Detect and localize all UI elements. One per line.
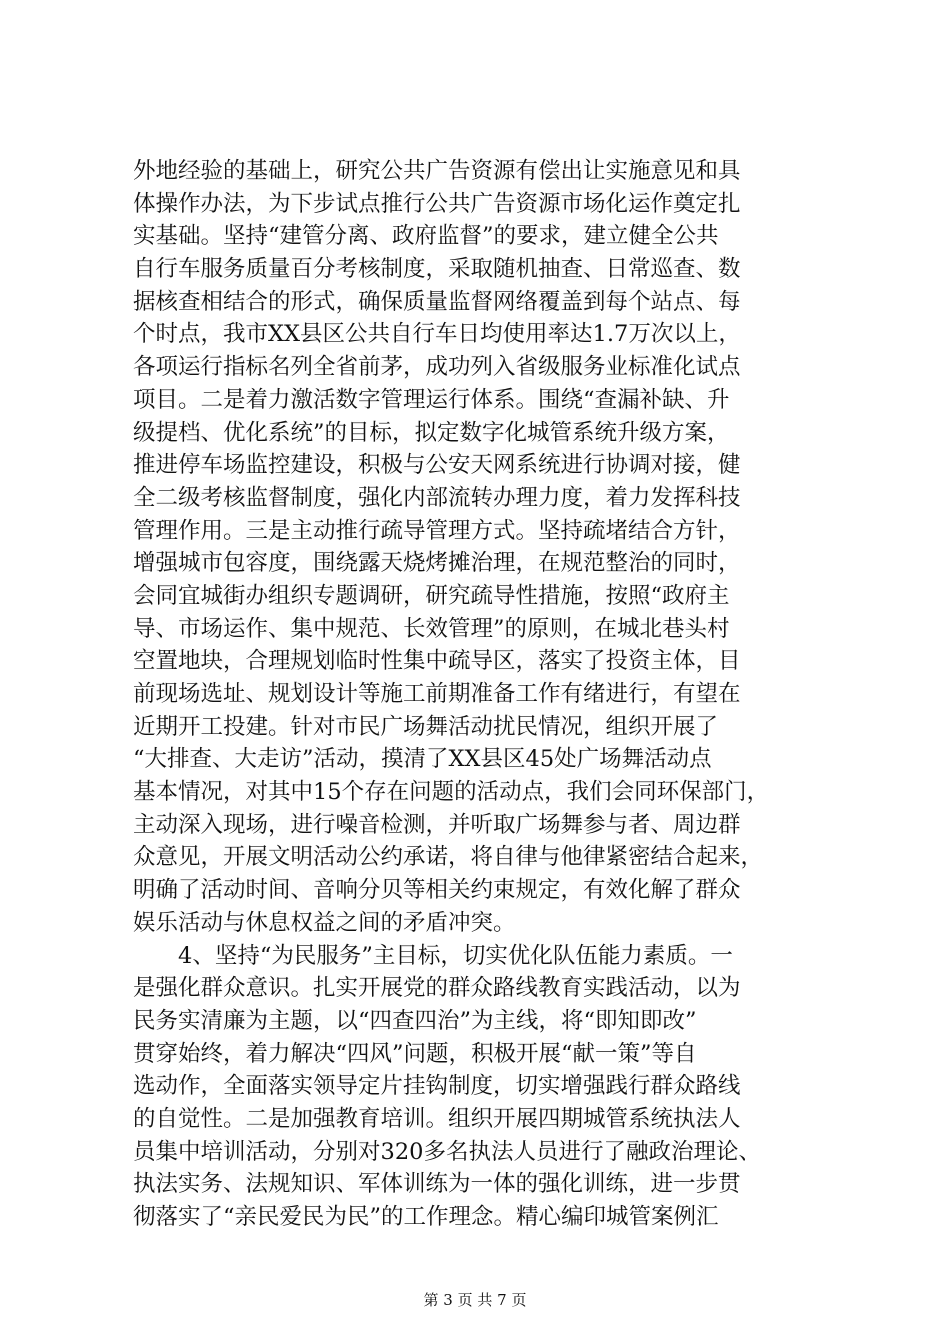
- text-line: 4、坚持“为民服务”主目标，切实优化队伍能力素质。一: [133, 942, 733, 969]
- text-line: 级提档、优化系统”的目标，拟定数字化城管系统升级方案，: [133, 419, 730, 446]
- text-line: 增强城市包容度，围绕露天烧烤摊治理，在规范整治的同时，: [133, 550, 741, 577]
- text-line: 全二级考核监督制度，强化内部流转办理力度，着力发挥科技: [133, 484, 741, 511]
- text-line: 体操作办法，为下步试点推行公共广告资源市场化运作奠定扎: [133, 190, 741, 217]
- text-line: 员集中培训活动，分别对320多名执法人员进行了融政治理论、: [133, 1138, 761, 1165]
- text-line: 会同宜城街办组织专题调研，研究疏导性措施，按照“政府主: [133, 582, 730, 609]
- text-line: 据核查相结合的形式，确保质量监督网络覆盖到每个站点、每: [133, 288, 741, 315]
- document-body: [133, 155, 833, 1234]
- text-line: 众意见，开展文明活动公约承诺，将自律与他律紧密结合起来，: [133, 844, 764, 871]
- text-line: 外地经验的基础上，研究公共广告资源有偿出让实施意见和具: [133, 158, 741, 184]
- text-line: 贯穿始终，着力解决“四风”问题，积极开展“献一策”等自: [133, 1040, 697, 1067]
- text-line: 实基础。坚持“建管分离、政府监督”的要求，建立健全公共: [133, 223, 719, 250]
- text-line: 民务实清廉为主题，以“四查四治”为主线，将“即知即改”: [133, 1007, 697, 1034]
- text-line: 个时点，我市XX县区公共自行车日均使用率达1.7万次以上，: [133, 321, 741, 348]
- text-line: 选动作，全面落实领导定片挂钩制度，切实增强践行群众路线: [133, 1073, 741, 1100]
- text-line: 执法实务、法规知识、军体训练为一体的强化训练，进一步贯: [133, 1171, 741, 1198]
- text-line: 娱乐活动与休息权益之间的矛盾冲突。: [133, 909, 516, 936]
- text-line: 彻落实了“亲民爱民为民”的工作理念。精心编印城管案例汇: [133, 1204, 719, 1230]
- text-line: 导、市场运作、集中规范、长效管理”的原则，在城北巷头村: [133, 615, 730, 642]
- text-line: “大排查、大走访”活动，摸清了XX县区45处广场舞活动点: [133, 746, 712, 773]
- text-line: 是强化群众意识。扎实开展党的群众路线教育实践活动，以为: [133, 975, 741, 1002]
- text-line: 近期开工投建。针对市民广场舞活动扰民情况，组织开展了: [133, 713, 719, 740]
- text-line: 基本情况，对其中15个存在问题的活动点，我们会同环保部门，: [133, 779, 770, 806]
- text-line: 项目。二是着力激活数字管理运行体系。围绕“查漏补缺、升: [133, 386, 730, 413]
- text-line: 主动深入现场，进行噪音检测，并听取广场舞参与者、周边群: [133, 811, 741, 838]
- text-line: 的自觉性。二是加强教育培训。组织开展四期城管系统执法人: [133, 1105, 741, 1132]
- text-line: 明确了活动时间、音响分贝等相关约束规定，有效化解了群众: [133, 877, 741, 904]
- text-line: 管理作用。三是主动推行疏导管理方式。坚持疏堵结合方针，: [133, 517, 741, 544]
- page-footer: [0, 1290, 950, 1310]
- text-line: 各项运行指标名列全省前茅，成功列入省级服务业标准化试点: [133, 354, 741, 381]
- page-number-label: 第 3 页 共 7 页: [423, 1291, 527, 1309]
- text-line: 空置地块，合理规划临时性集中疏导区，落实了投资主体，目: [133, 648, 741, 675]
- text-line: 自行车服务质量百分考核制度，采取随机抽查、日常巡查、数: [133, 256, 741, 283]
- text-line: 推进停车场监控建设，积极与公安天网系统进行协调对接，健: [133, 452, 741, 479]
- text-line: 前现场选址、规划设计等施工前期准备工作有绪进行，有望在: [133, 681, 741, 707]
